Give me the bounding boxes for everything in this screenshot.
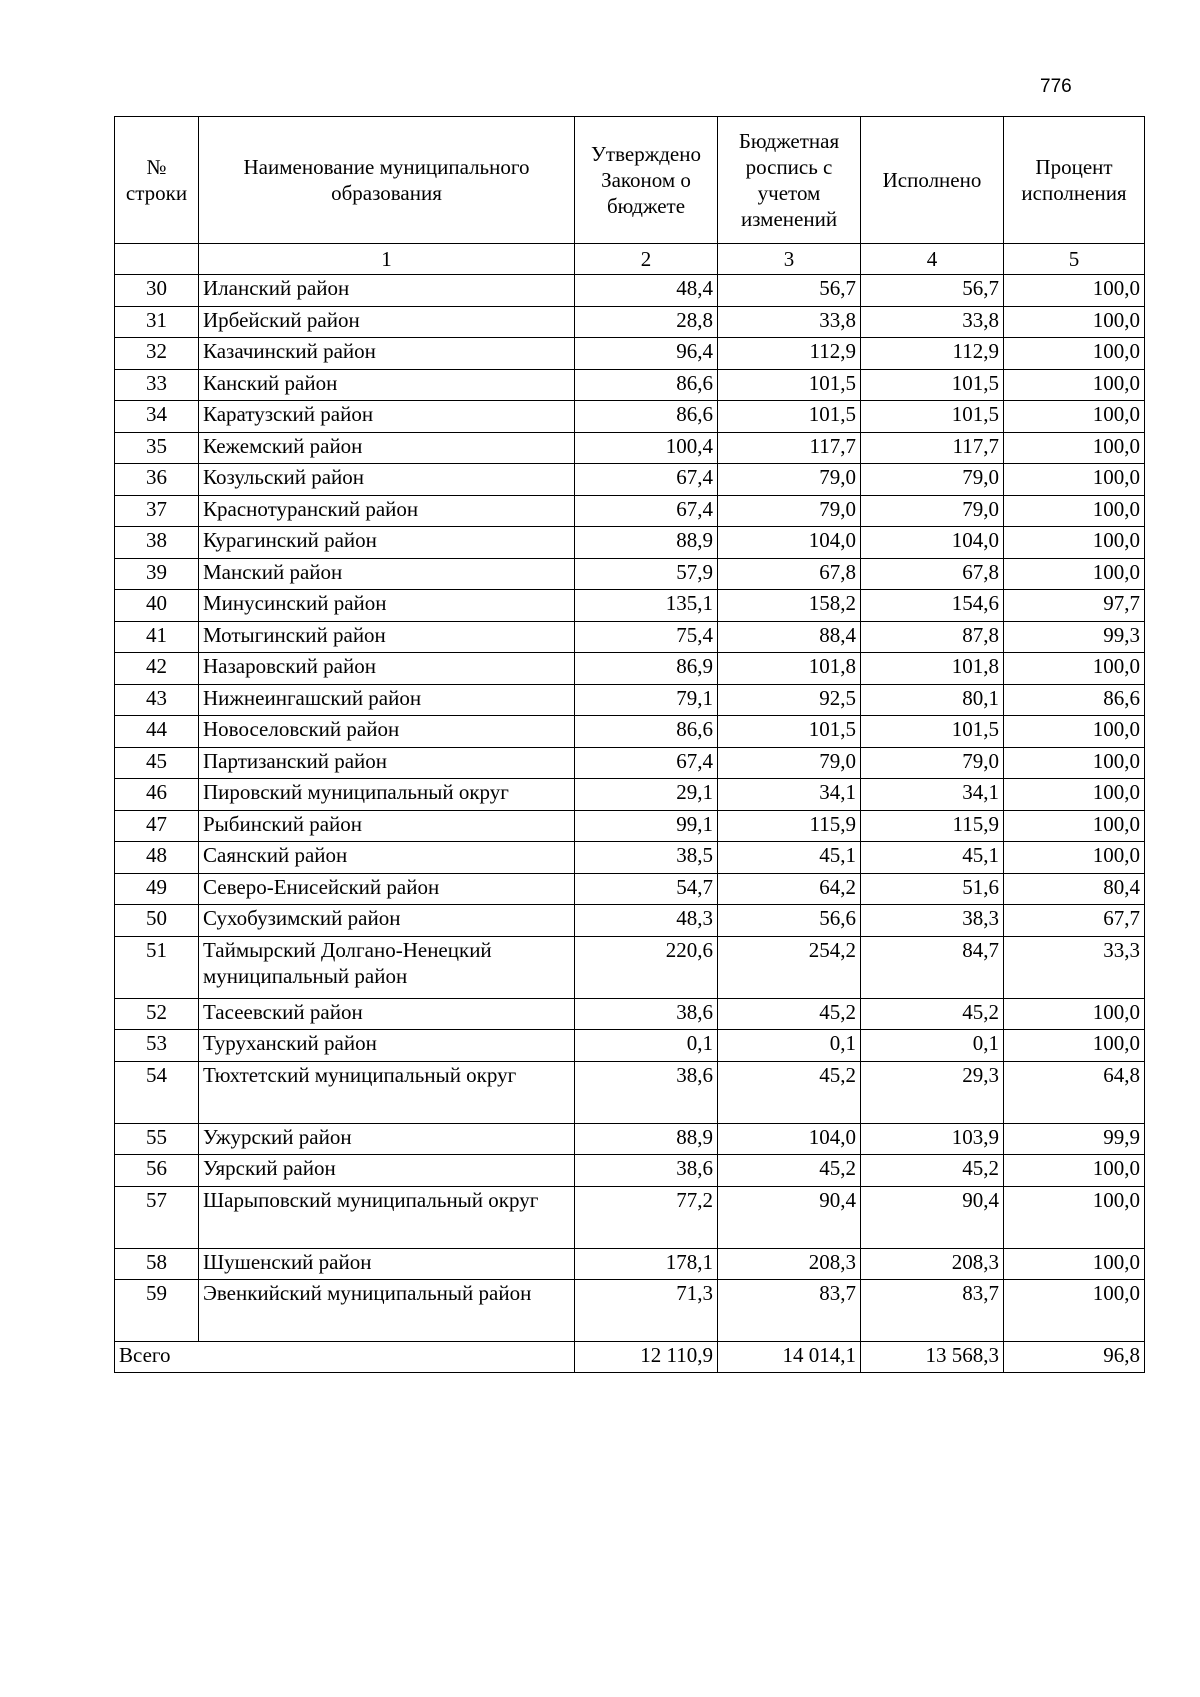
table-row (115, 558, 1145, 590)
executed-value-cell: 45,2 (861, 998, 1004, 1030)
table-row (115, 275, 1145, 307)
approved-value-cell: 57,9 (575, 558, 718, 590)
table-row (115, 1186, 1145, 1248)
row-number-cell: 38 (115, 527, 199, 559)
table-row (115, 810, 1145, 842)
header-execution-percent: Процент исполнения (1004, 117, 1145, 244)
executed-value-cell: 154,6 (861, 590, 1004, 622)
municipality-name-cell: Пировский муниципальный округ (199, 779, 575, 811)
row-number-cell: 59 (115, 1280, 199, 1342)
header-municipality-name: Наименование муниципального образования (199, 117, 575, 244)
approved-value-cell: 48,3 (575, 905, 718, 937)
header-row (115, 117, 1145, 244)
approved-value-cell: 75,4 (575, 621, 718, 653)
approved-value-cell: 48,4 (575, 275, 718, 307)
schedule-value-cell: 79,0 (718, 495, 861, 527)
schedule-value-cell: 104,0 (718, 1123, 861, 1155)
percent-value-cell: 100,0 (1004, 558, 1145, 590)
executed-value-cell: 51,6 (861, 873, 1004, 905)
schedule-value-cell: 45,2 (718, 1155, 861, 1187)
column-index-cell: 4 (861, 244, 1004, 275)
schedule-value-cell: 101,5 (718, 369, 861, 401)
executed-value-cell: 56,7 (861, 275, 1004, 307)
table-row (115, 590, 1145, 622)
municipality-name-cell: Тасеевский район (199, 998, 575, 1030)
municipality-name-cell: Козульский район (199, 464, 575, 496)
row-number-cell: 55 (115, 1123, 199, 1155)
row-number-cell: 50 (115, 905, 199, 937)
executed-value-cell: 101,5 (861, 369, 1004, 401)
schedule-value-cell: 33,8 (718, 306, 861, 338)
row-number-cell: 51 (115, 936, 199, 998)
approved-value-cell: 38,6 (575, 1155, 718, 1187)
executed-value-cell: 79,0 (861, 495, 1004, 527)
schedule-value-cell: 208,3 (718, 1248, 861, 1280)
schedule-value-cell: 112,9 (718, 338, 861, 370)
table-row (115, 1061, 1145, 1123)
approved-value-cell: 77,2 (575, 1186, 718, 1248)
schedule-value-cell: 117,7 (718, 432, 861, 464)
percent-value-cell: 33,3 (1004, 936, 1145, 998)
executed-value-cell: 90,4 (861, 1186, 1004, 1248)
column-index-cell: 5 (1004, 244, 1145, 275)
percent-value-cell: 99,9 (1004, 1123, 1145, 1155)
table-row (115, 369, 1145, 401)
row-number-cell: 37 (115, 495, 199, 527)
approved-value-cell: 88,9 (575, 527, 718, 559)
municipality-name-cell: Сухобузимский район (199, 905, 575, 937)
approved-value-cell: 38,5 (575, 842, 718, 874)
municipality-name-cell: Нижнеингашский район (199, 684, 575, 716)
row-number-cell: 56 (115, 1155, 199, 1187)
approved-value-cell: 38,6 (575, 1061, 718, 1123)
percent-value-cell: 100,0 (1004, 810, 1145, 842)
approved-value-cell: 71,3 (575, 1280, 718, 1342)
percent-value-cell: 100,0 (1004, 432, 1145, 464)
percent-value-cell: 100,0 (1004, 495, 1145, 527)
budget-execution-table (114, 116, 1145, 1373)
municipality-name-cell: Минусинский район (199, 590, 575, 622)
table-row (115, 1155, 1145, 1187)
percent-value-cell: 64,8 (1004, 1061, 1145, 1123)
percent-value-cell: 67,7 (1004, 905, 1145, 937)
row-number-cell: 41 (115, 621, 199, 653)
percent-value-cell: 100,0 (1004, 1280, 1145, 1342)
percent-value-cell: 100,0 (1004, 275, 1145, 307)
table-body (115, 275, 1145, 1342)
municipality-name-cell: Таймырский Долгано-Ненецкий муниципальный район (199, 936, 575, 998)
executed-value-cell: 208,3 (861, 1248, 1004, 1280)
percent-value-cell: 97,7 (1004, 590, 1145, 622)
table-row (115, 653, 1145, 685)
approved-value-cell: 99,1 (575, 810, 718, 842)
percent-value-cell: 100,0 (1004, 1155, 1145, 1187)
approved-value-cell: 28,8 (575, 306, 718, 338)
row-number-cell: 43 (115, 684, 199, 716)
row-number-cell: 31 (115, 306, 199, 338)
percent-value-cell: 100,0 (1004, 1030, 1145, 1062)
row-number-cell: 45 (115, 747, 199, 779)
schedule-value-cell: 254,2 (718, 936, 861, 998)
table-row (115, 684, 1145, 716)
page-number: 776 (1040, 76, 1072, 97)
percent-value-cell: 100,0 (1004, 653, 1145, 685)
table-row (115, 621, 1145, 653)
schedule-value-cell: 101,5 (718, 716, 861, 748)
row-number-cell: 44 (115, 716, 199, 748)
percent-value-cell: 80,4 (1004, 873, 1145, 905)
schedule-value-cell: 56,6 (718, 905, 861, 937)
executed-value-cell: 115,9 (861, 810, 1004, 842)
schedule-value-cell: 0,1 (718, 1030, 861, 1062)
approved-value-cell: 86,6 (575, 369, 718, 401)
executed-value-cell: 38,3 (861, 905, 1004, 937)
municipality-name-cell: Краснотуранский район (199, 495, 575, 527)
schedule-value-cell: 158,2 (718, 590, 861, 622)
row-number-cell: 48 (115, 842, 199, 874)
total-approved: 12 110,9 (575, 1342, 718, 1373)
row-number-cell: 40 (115, 590, 199, 622)
table-row (115, 747, 1145, 779)
row-number-cell: 35 (115, 432, 199, 464)
approved-value-cell: 220,6 (575, 936, 718, 998)
schedule-value-cell: 45,2 (718, 1061, 861, 1123)
municipality-name-cell: Эвенкийский муниципальный район (199, 1280, 575, 1342)
table-row (115, 936, 1145, 998)
table-row (115, 873, 1145, 905)
row-number-cell: 39 (115, 558, 199, 590)
municipality-name-cell: Мотыгинский район (199, 621, 575, 653)
municipality-name-cell: Канский район (199, 369, 575, 401)
percent-value-cell: 100,0 (1004, 842, 1145, 874)
total-row (115, 1342, 1145, 1373)
percent-value-cell: 100,0 (1004, 306, 1145, 338)
approved-value-cell: 67,4 (575, 495, 718, 527)
municipality-name-cell: Ирбейский район (199, 306, 575, 338)
schedule-value-cell: 45,2 (718, 998, 861, 1030)
executed-value-cell: 79,0 (861, 464, 1004, 496)
table-row (115, 432, 1145, 464)
approved-value-cell: 86,6 (575, 401, 718, 433)
schedule-value-cell: 88,4 (718, 621, 861, 653)
executed-value-cell: 80,1 (861, 684, 1004, 716)
municipality-name-cell: Северо-Енисейский район (199, 873, 575, 905)
percent-value-cell: 100,0 (1004, 1186, 1145, 1248)
row-number-cell: 46 (115, 779, 199, 811)
percent-value-cell: 100,0 (1004, 998, 1145, 1030)
executed-value-cell: 117,7 (861, 432, 1004, 464)
approved-value-cell: 100,4 (575, 432, 718, 464)
executed-value-cell: 103,9 (861, 1123, 1004, 1155)
schedule-value-cell: 92,5 (718, 684, 861, 716)
executed-value-cell: 104,0 (861, 527, 1004, 559)
municipality-name-cell: Тюхтетский муниципальный округ (199, 1061, 575, 1123)
executed-value-cell: 112,9 (861, 338, 1004, 370)
municipality-name-cell: Шушенский район (199, 1248, 575, 1280)
municipality-name-cell: Каратузский район (199, 401, 575, 433)
municipality-name-cell: Туруханский район (199, 1030, 575, 1062)
municipality-name-cell: Казачинский район (199, 338, 575, 370)
executed-value-cell: 101,5 (861, 716, 1004, 748)
percent-value-cell: 100,0 (1004, 779, 1145, 811)
executed-value-cell: 29,3 (861, 1061, 1004, 1123)
municipality-name-cell: Новоселовский район (199, 716, 575, 748)
table-row (115, 527, 1145, 559)
table-row (115, 338, 1145, 370)
percent-value-cell: 100,0 (1004, 1248, 1145, 1280)
table-row (115, 1280, 1145, 1342)
approved-value-cell: 86,6 (575, 716, 718, 748)
schedule-value-cell: 79,0 (718, 464, 861, 496)
municipality-name-cell: Назаровский район (199, 653, 575, 685)
schedule-value-cell: 67,8 (718, 558, 861, 590)
row-number-cell: 57 (115, 1186, 199, 1248)
table-row (115, 779, 1145, 811)
total-percent: 96,8 (1004, 1342, 1145, 1373)
table-row (115, 1030, 1145, 1062)
percent-value-cell: 100,0 (1004, 338, 1145, 370)
executed-value-cell: 101,8 (861, 653, 1004, 685)
row-number-cell: 30 (115, 275, 199, 307)
column-index-cell: 1 (199, 244, 575, 275)
executed-value-cell: 33,8 (861, 306, 1004, 338)
percent-value-cell: 86,6 (1004, 684, 1145, 716)
header-executed: Исполнено (861, 117, 1004, 244)
table-row (115, 401, 1145, 433)
schedule-value-cell: 56,7 (718, 275, 861, 307)
percent-value-cell: 100,0 (1004, 401, 1145, 433)
approved-value-cell: 96,4 (575, 338, 718, 370)
municipality-name-cell: Ужурский район (199, 1123, 575, 1155)
municipality-name-cell: Манский район (199, 558, 575, 590)
executed-value-cell: 101,5 (861, 401, 1004, 433)
executed-value-cell: 84,7 (861, 936, 1004, 998)
executed-value-cell: 79,0 (861, 747, 1004, 779)
municipality-name-cell: Саянский район (199, 842, 575, 874)
executed-value-cell: 83,7 (861, 1280, 1004, 1342)
approved-value-cell: 29,1 (575, 779, 718, 811)
municipality-name-cell: Партизанский район (199, 747, 575, 779)
row-number-cell: 54 (115, 1061, 199, 1123)
schedule-value-cell: 34,1 (718, 779, 861, 811)
approved-value-cell: 0,1 (575, 1030, 718, 1062)
approved-value-cell: 135,1 (575, 590, 718, 622)
approved-value-cell: 67,4 (575, 464, 718, 496)
municipality-name-cell: Уярский район (199, 1155, 575, 1187)
row-number-cell: 52 (115, 998, 199, 1030)
row-number-cell: 33 (115, 369, 199, 401)
percent-value-cell: 99,3 (1004, 621, 1145, 653)
executed-value-cell: 67,8 (861, 558, 1004, 590)
approved-value-cell: 88,9 (575, 1123, 718, 1155)
municipality-name-cell: Иланский район (199, 275, 575, 307)
column-index-cell: 2 (575, 244, 718, 275)
schedule-value-cell: 115,9 (718, 810, 861, 842)
executed-value-cell: 45,2 (861, 1155, 1004, 1187)
executed-value-cell: 34,1 (861, 779, 1004, 811)
executed-value-cell: 87,8 (861, 621, 1004, 653)
schedule-value-cell: 79,0 (718, 747, 861, 779)
total-label: Всего (115, 1342, 575, 1373)
row-number-cell: 34 (115, 401, 199, 433)
schedule-value-cell: 101,5 (718, 401, 861, 433)
header-approved-by-law: Утверждено Законом о бюджете (575, 117, 718, 244)
row-number-cell: 47 (115, 810, 199, 842)
approved-value-cell: 178,1 (575, 1248, 718, 1280)
table-row (115, 1123, 1145, 1155)
total-executed: 13 568,3 (861, 1342, 1004, 1373)
column-index-row (115, 244, 1145, 275)
schedule-value-cell: 45,1 (718, 842, 861, 874)
percent-value-cell: 100,0 (1004, 527, 1145, 559)
row-number-cell: 42 (115, 653, 199, 685)
schedule-value-cell: 101,8 (718, 653, 861, 685)
column-index-cell: 3 (718, 244, 861, 275)
table-row (115, 306, 1145, 338)
percent-value-cell: 100,0 (1004, 369, 1145, 401)
schedule-value-cell: 90,4 (718, 1186, 861, 1248)
schedule-value-cell: 64,2 (718, 873, 861, 905)
percent-value-cell: 100,0 (1004, 747, 1145, 779)
row-number-cell: 32 (115, 338, 199, 370)
table-row (115, 905, 1145, 937)
table-row (115, 716, 1145, 748)
municipality-name-cell: Кежемский район (199, 432, 575, 464)
table-row (115, 998, 1145, 1030)
header-budget-schedule: Бюджетная роспись с учетом изменений (718, 117, 861, 244)
table-row (115, 842, 1145, 874)
approved-value-cell: 38,6 (575, 998, 718, 1030)
table-row (115, 1248, 1145, 1280)
executed-value-cell: 45,1 (861, 842, 1004, 874)
row-number-cell: 36 (115, 464, 199, 496)
row-number-cell: 53 (115, 1030, 199, 1062)
percent-value-cell: 100,0 (1004, 716, 1145, 748)
row-number-cell: 58 (115, 1248, 199, 1280)
schedule-value-cell: 104,0 (718, 527, 861, 559)
row-number-cell: 49 (115, 873, 199, 905)
schedule-value-cell: 83,7 (718, 1280, 861, 1342)
percent-value-cell: 100,0 (1004, 464, 1145, 496)
table-row (115, 464, 1145, 496)
municipality-name-cell: Курагинский район (199, 527, 575, 559)
table-row (115, 495, 1145, 527)
total-schedule: 14 014,1 (718, 1342, 861, 1373)
approved-value-cell: 86,9 (575, 653, 718, 685)
header-row-number: № строки (115, 117, 199, 244)
column-index-cell (115, 244, 199, 275)
municipality-name-cell: Рыбинский район (199, 810, 575, 842)
approved-value-cell: 54,7 (575, 873, 718, 905)
approved-value-cell: 67,4 (575, 747, 718, 779)
executed-value-cell: 0,1 (861, 1030, 1004, 1062)
municipality-name-cell: Шарыповский муниципальный округ (199, 1186, 575, 1248)
approved-value-cell: 79,1 (575, 684, 718, 716)
